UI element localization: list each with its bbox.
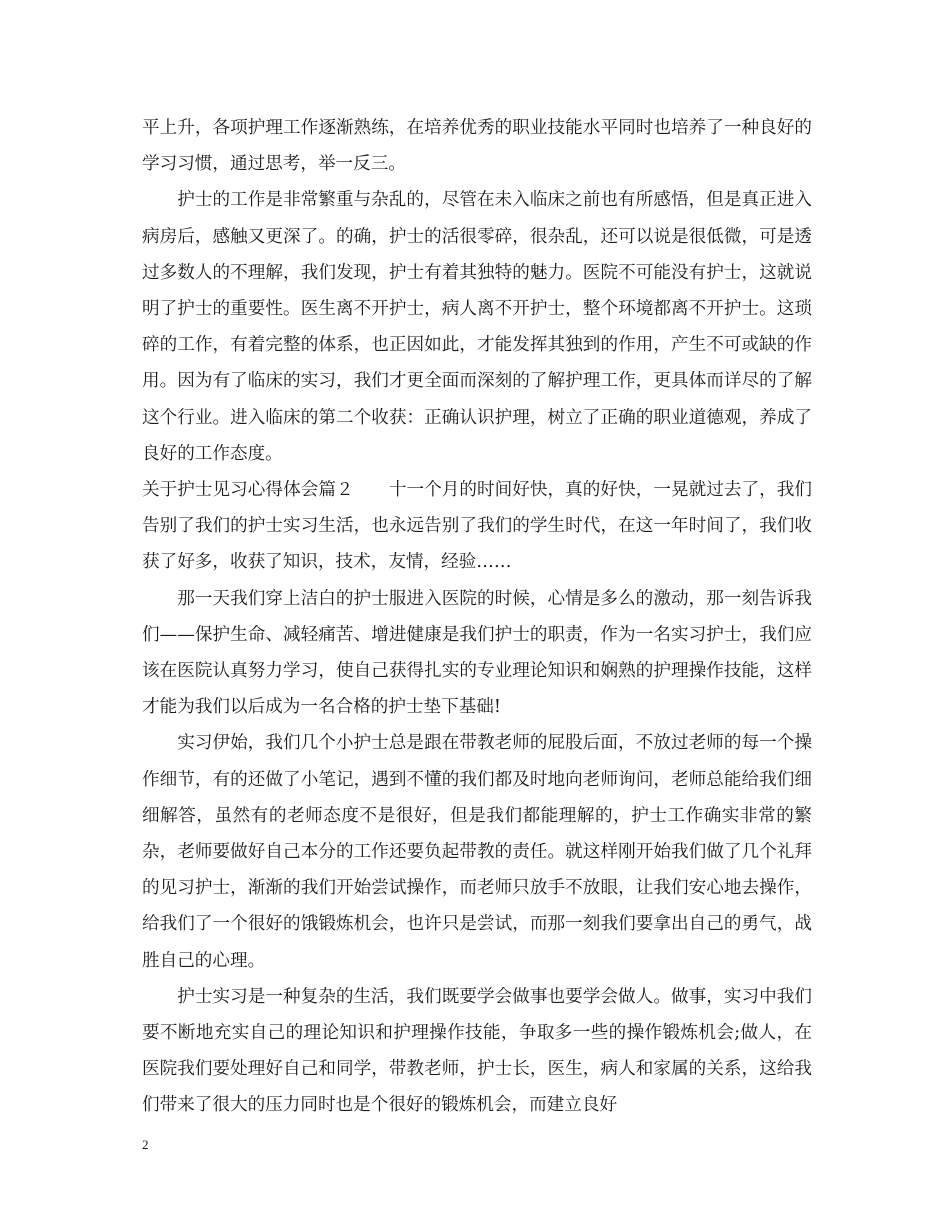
paragraph-6	[142, 979, 812, 1124]
paragraph-1	[142, 110, 812, 182]
paragraph-2	[142, 182, 812, 472]
page-number: 2	[142, 1137, 149, 1152]
paragraph-5	[142, 725, 812, 978]
paragraph-2-text: 护士的工作是非常繁重与杂乱的，尽管在未入临床之前也有所感悟，但是真正进入病房后，感触又更深了。的确，护士的活很零碎，很杂乱，还可以说是很低微，可是透过多数人的不理解，我们发现，护士有着其独特的魅力。医院不可能没有护士，这就说明了护士的重要性。医生离不开护士，病人离不开护士，整个环境都离不开护士。这琐碎的工作，有着完整的体系，也正因如此，才能发挥其独到的作用，产生不可或缺的作用。因为有了临床的实习，我们才更全面而深刻的了解护理工作，更具体而详尽的了解这个行业。进入临床的第二个收获：正确认识护理，树立了正确的职业道德观，养成了良好的工作态度。	[142, 190, 812, 464]
paragraph-3	[142, 472, 812, 581]
section-heading: 关于护士见习心得体会篇２	[142, 480, 354, 501]
paragraph-5-text: 实习伊始，我们几个小护士总是跟在带教老师的屁股后面，不放过老师的每一个操作细节，有的还做了小笔记，遇到不懂的我们都及时地向老师询问，老师总能给我们细细解答，虽然有的老师态度不是很好，但是我们都能理解的，护士工作确实非常的繁杂，老师要做好自己本分的工作还要负起带教的责任。就这样刚开始我们做了几个礼拜的见习护士，渐渐的我们开始尝试操作，而老师只放手不放眼，让我们安心地去操作，给我们了一个很好的饿锻炼机会，也许只是尝试，而那一刻我们要拿出自己的勇气，战胜自己的心理。	[142, 733, 812, 971]
paragraph-6-text: 护士实习是一种复杂的生活，我们既要学会做事也要学会做人。做事，实习中我们要不断地充实自己的理论知识和护理操作技能，争取多一些的操作锻炼机会;做人，在医院我们要处理好自己和同学，带教老师，护士长，医生，病人和家属的关系，这给我们带来了很大的压力同时也是个很好的锻炼机会，而建立良好	[142, 986, 812, 1116]
document-body	[142, 110, 812, 1124]
paragraph-4-text: 那一天我们穿上洁白的护士服进入医院的时候，心情是多么的激动，那一刻告诉我们——保护生命、减轻痛苦、增进健康是我们护士的职责，作为一名实习护士，我们应该在医院认真努力学习，使自己获得扎实的专业理论知识和娴熟的护理操作技能，这样才能为我们以后成为一名合格的护士垫下基础!	[142, 588, 812, 718]
paragraph-3-text: 十一个月的时间好快，真的好快，一晃就过去了，我们告别了我们的护士实习生活，也永远告别了我们的学生时代，在这一年时间了，我们收获了好多，收获了知识，技术，友情，经验……	[142, 480, 812, 573]
paragraph-4	[142, 581, 812, 726]
paragraph-1-text: 平上升，各项护理工作逐渐熟练，在培养优秀的职业技能水平同时也培养了一种良好的学习习惯，通过思考，举一反三。	[142, 118, 812, 175]
